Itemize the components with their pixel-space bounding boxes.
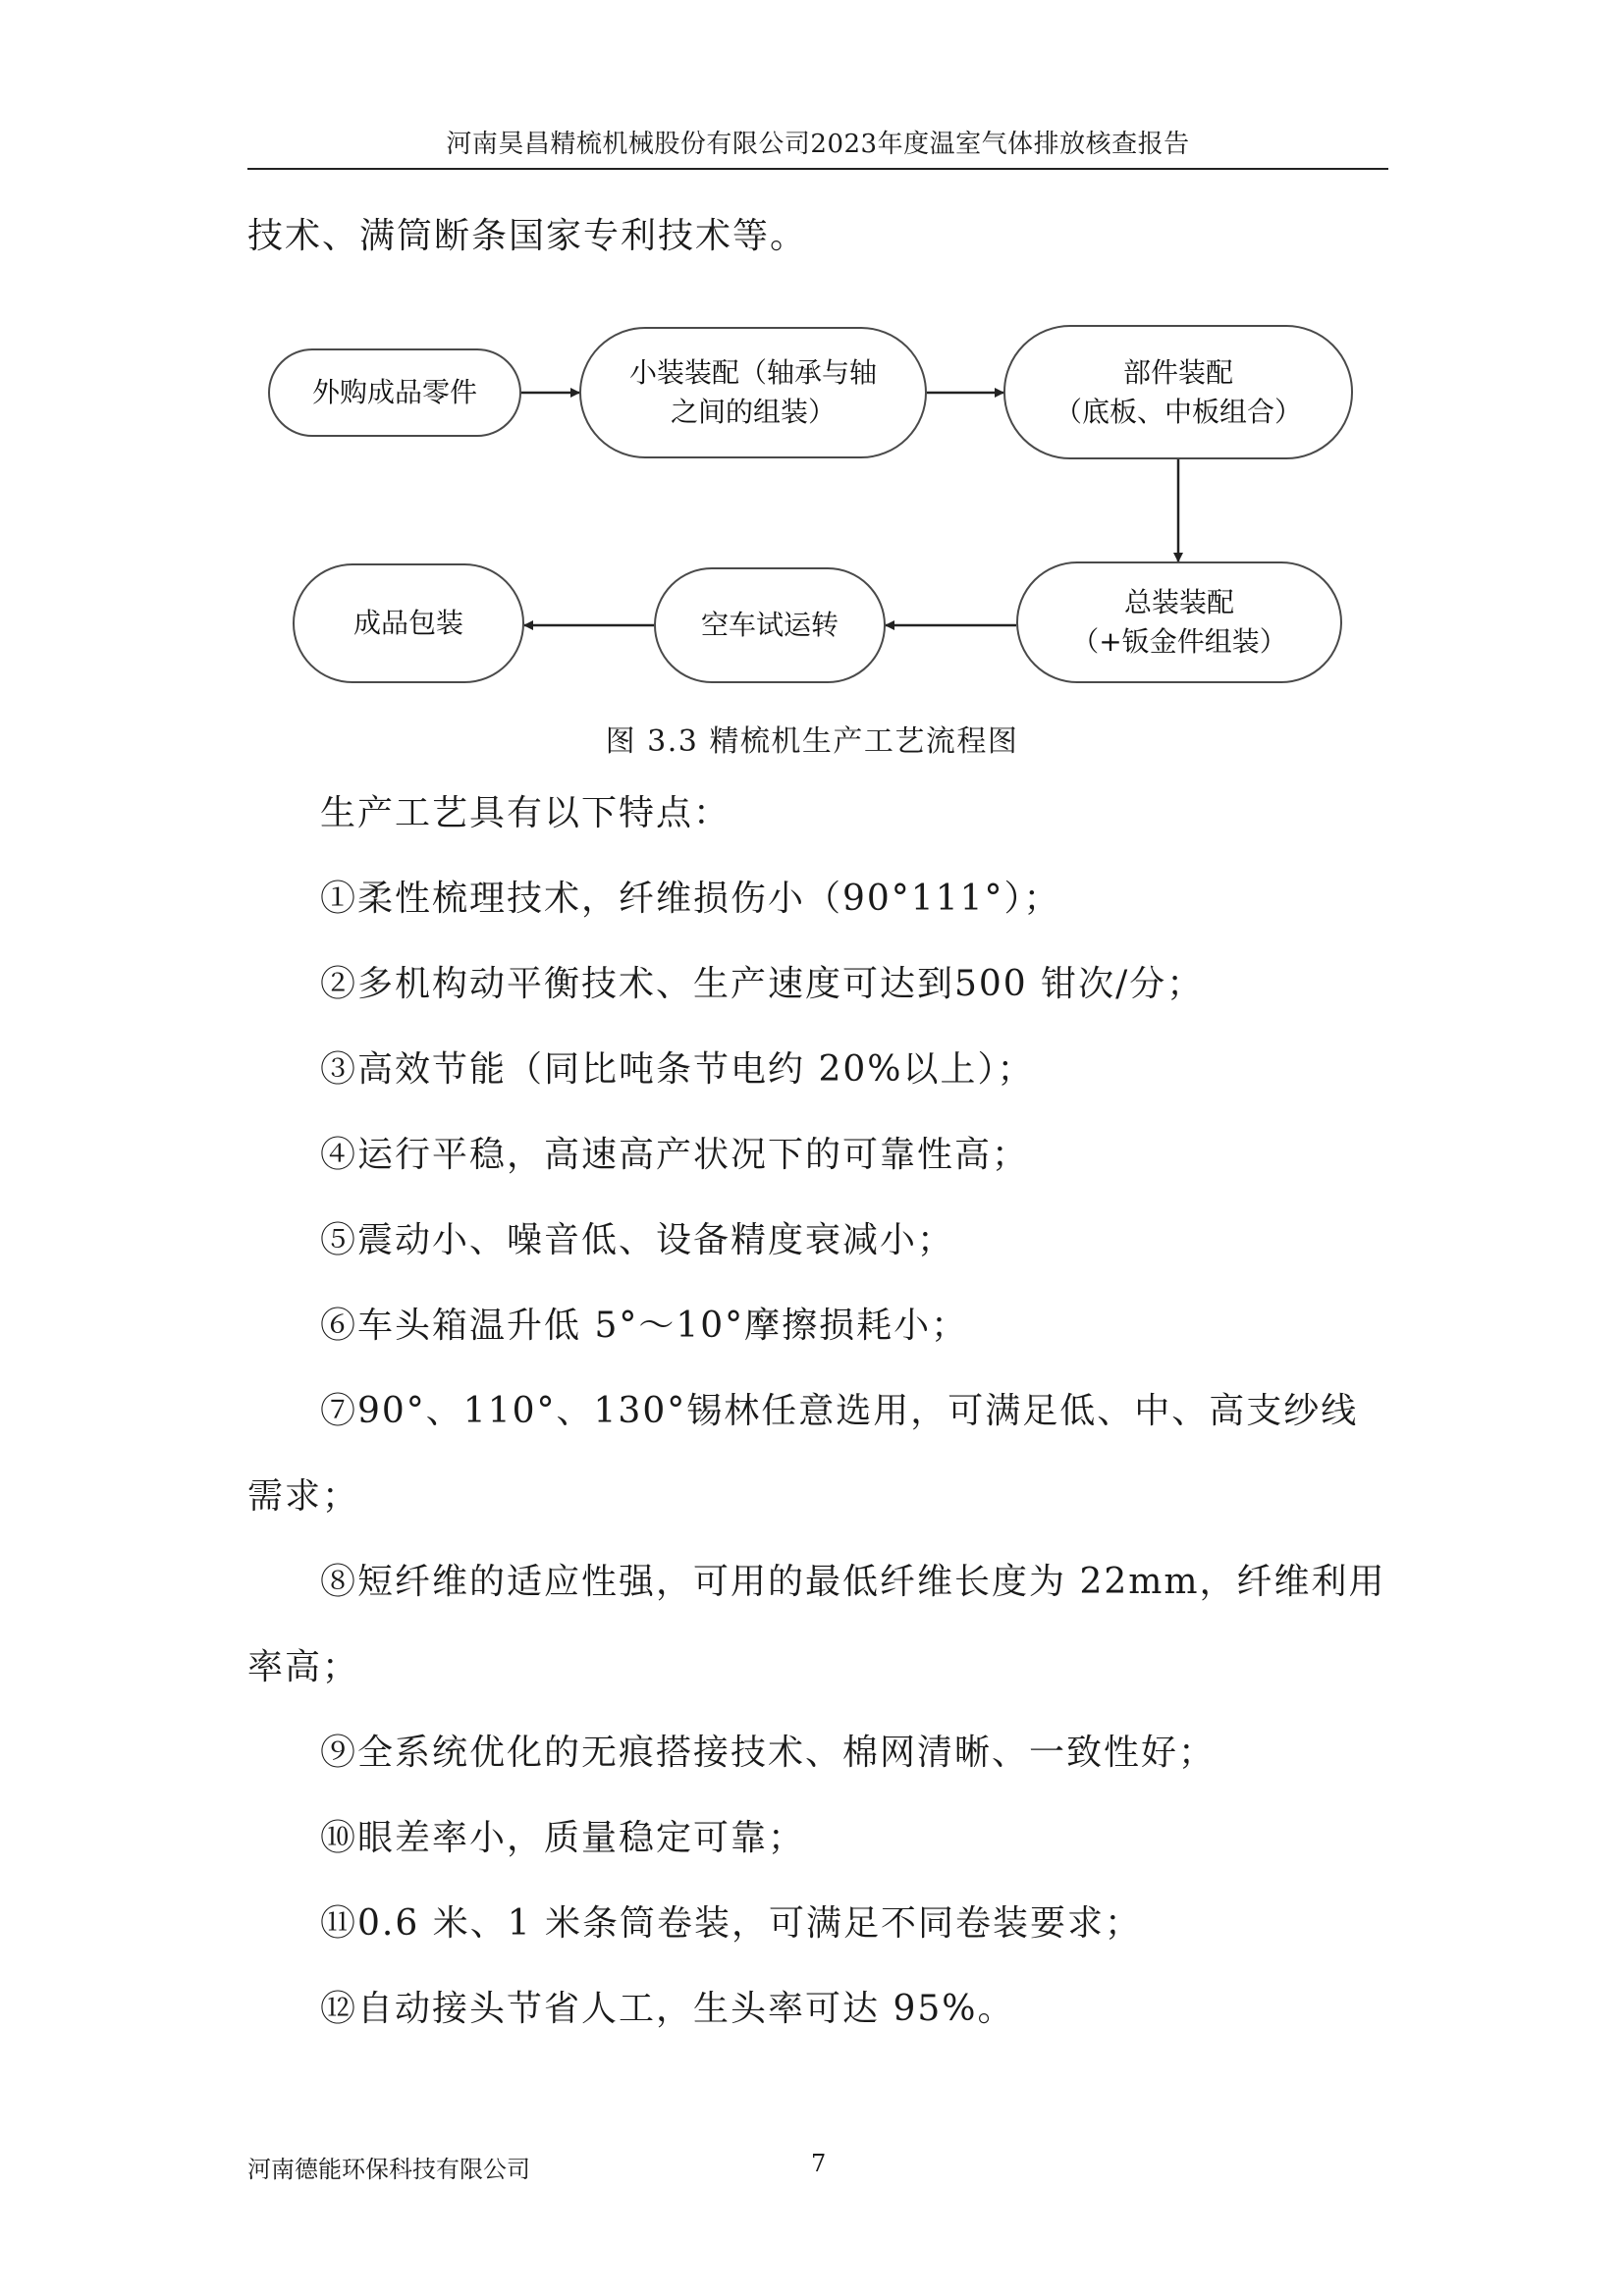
- feature-item-7: ⑦90°、110°、130°锡林任意选用，可满足低、中、高支纱线: [320, 1391, 1359, 1431]
- node-small-assembly-line1: 小装装配（轴承与轴: [628, 356, 877, 389]
- intro-line: 技术、满筒断条国家专利技术等。: [247, 216, 808, 256]
- page-number: 7: [811, 2150, 827, 2177]
- node-purchased-parts-label: 外购成品零件: [311, 376, 477, 408]
- feature-item-8-cont: 率高；: [247, 1647, 360, 1687]
- node-idle-test-label: 空车试运转: [700, 609, 839, 641]
- features-intro: 生产工艺具有以下特点：: [320, 793, 731, 833]
- node-final-assembly-line2: （+钣金件组装）: [1071, 625, 1287, 658]
- node-final-assembly: [1016, 561, 1342, 683]
- feature-item-9: ⑨全系统优化的无痕搭接技术、棉网清晰、一致性好；: [320, 1733, 1217, 1773]
- node-final-assembly-line1: 总装装配: [1123, 586, 1234, 618]
- feature-item-5: ⑤震动小、噪音低、设备精度衰减小；: [320, 1220, 955, 1260]
- node-small-assembly-line2: 之间的组装）: [670, 396, 836, 428]
- feature-item-1: ①柔性梳理技术，纤维损伤小（90°111°）；: [320, 879, 1061, 919]
- feature-item-2: ②多机构动平衡技术、生产速度可达到500 钳次/分；: [320, 964, 1205, 1004]
- feature-item-8: ⑧短纤维的适应性强，可用的最低纤维长度为 22mm，纤维利用: [320, 1562, 1386, 1602]
- feature-item-12: ⑫自动接头节省人工，生头率可达 95%。: [320, 1989, 1015, 2029]
- node-purchased-parts: [268, 348, 521, 437]
- feature-item-7-cont: 需求；: [247, 1476, 360, 1517]
- feature-item-3: ③高效节能（同比吨条节电约 20%以上）；: [320, 1049, 1035, 1090]
- footer-company: 河南德能环保科技有限公司: [247, 2156, 530, 2183]
- header-divider: [247, 168, 1388, 170]
- node-packaging-label: 成品包装: [352, 607, 463, 639]
- figure-caption: 图 3.3 精梳机生产工艺流程图: [605, 724, 1019, 759]
- node-small-assembly: [579, 327, 927, 458]
- page-header: 河南昊昌精梳机械股份有限公司2023年度温室气体排放核查报告: [446, 130, 1190, 159]
- node-component-assembly: [1003, 325, 1353, 459]
- feature-item-4: ④运行平稳，高速高产状况下的可靠性高；: [320, 1135, 1030, 1175]
- node-idle-test: [654, 567, 886, 683]
- node-component-assembly-line2: （底板、中板组合）: [1054, 395, 1302, 428]
- node-component-assembly-line1: 部件装配: [1122, 355, 1233, 389]
- feature-item-10: ⑩眼差率小，质量稳定可靠；: [320, 1818, 806, 1858]
- feature-item-6: ⑥车头箱温升低 5°～10°摩擦损耗小；: [320, 1306, 969, 1346]
- node-packaging: [293, 563, 524, 683]
- feature-item-11: ⑪0.6 米、1 米条筒卷装，可满足不同卷装要求；: [320, 1903, 1143, 1944]
